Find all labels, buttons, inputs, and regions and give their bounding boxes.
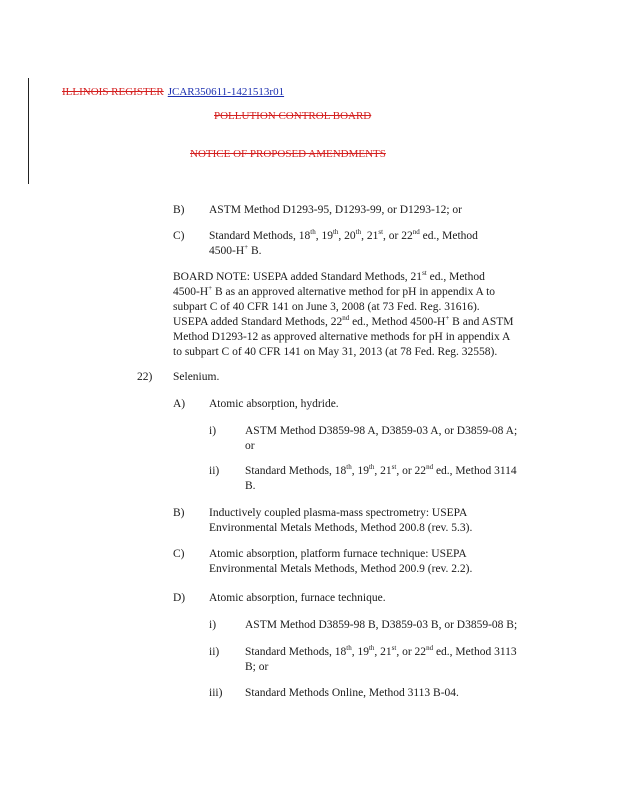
subitem-text: B; or: [245, 661, 269, 673]
item-text: Standard Methods, 18th, 19th, 20th, 21st, or 22nd ed., Method: [209, 228, 478, 242]
revision-bar: [28, 78, 29, 184]
item-text: Environmental Metals Methods, Method 200.8 (rev. 5.3).: [209, 522, 473, 534]
register-header: [62, 82, 284, 100]
board-note: USEPA added Standard Methods, 22nd ed., Method 4500-H+ B and ASTM: [173, 314, 514, 328]
subitem-label: i): [209, 619, 217, 631]
subitem-label: ii): [209, 465, 220, 477]
subitem-label: iii): [209, 687, 223, 699]
board-note: to subpart C of 40 CFR 141 on May 31, 2013 (at 78 Fed. Reg. 32558).: [173, 346, 498, 358]
subitem-text: ASTM Method D3859-98 B, D3859-03 B, or D3859-08 B;: [245, 619, 518, 631]
subitem-text: or: [245, 440, 255, 452]
board-note: BOARD NOTE: USEPA added Standard Methods, 21st ed., Method: [173, 269, 485, 283]
item-text: Environmental Metals Methods, Method 200.9 (rev. 2.2).: [209, 563, 473, 575]
board-note: Method D1293-12 as approved alternative methods for pH in appendix A: [173, 331, 511, 343]
subitem-text: Standard Methods Online, Method 3113 B-04.: [245, 687, 459, 699]
notice-title: NOTICE OF PROPOSED AMENDMENTS: [190, 148, 386, 160]
item-label: A): [173, 398, 186, 410]
item-label: D): [173, 592, 186, 604]
section-title: Selenium.: [173, 371, 220, 383]
item-label: B): [173, 507, 185, 519]
subitem-text: ASTM Method D3859-98 A, D3859-03 A, or D3859-08 A;: [245, 425, 518, 437]
board-note: 4500-H+ B as an approved alternative method for pH in appendix A to: [173, 284, 496, 298]
register-title: ILLINOIS REGISTER: [62, 86, 164, 98]
subitem-text: Standard Methods, 18th, 19th, 21st, or 22nd ed., Method 3114: [245, 463, 517, 477]
subitem-label: i): [209, 425, 217, 437]
subitem-label: ii): [209, 646, 220, 658]
jcar-id: JCAR350611-1421513r01: [167, 86, 285, 98]
subitem-text: Standard Methods, 18th, 19th, 21st, or 22nd ed., Method 3113: [245, 644, 517, 658]
item-label: B): [173, 204, 185, 216]
item-text: 4500-H+ B.: [209, 243, 262, 257]
item-text: Inductively coupled plasma-mass spectrometry: USEPA: [209, 507, 468, 519]
board-note: subpart C of 40 CFR 141 on June 3, 2008 (at 73 Fed. Reg. 31616).: [173, 301, 480, 313]
item-label: C): [173, 230, 185, 242]
item-text: Atomic absorption, furnace technique.: [209, 592, 386, 604]
board-title: POLLUTION CONTROL BOARD: [214, 110, 372, 122]
item-label: C): [173, 548, 185, 560]
item-text: Atomic absorption, platform furnace technique: USEPA: [209, 548, 467, 560]
subitem-text: B.: [245, 480, 256, 492]
section-number: 22): [137, 371, 153, 383]
item-text: Atomic absorption, hydride.: [209, 398, 339, 410]
item-text: ASTM Method D1293-95, D1293-99, or D1293-12; or: [209, 204, 462, 216]
